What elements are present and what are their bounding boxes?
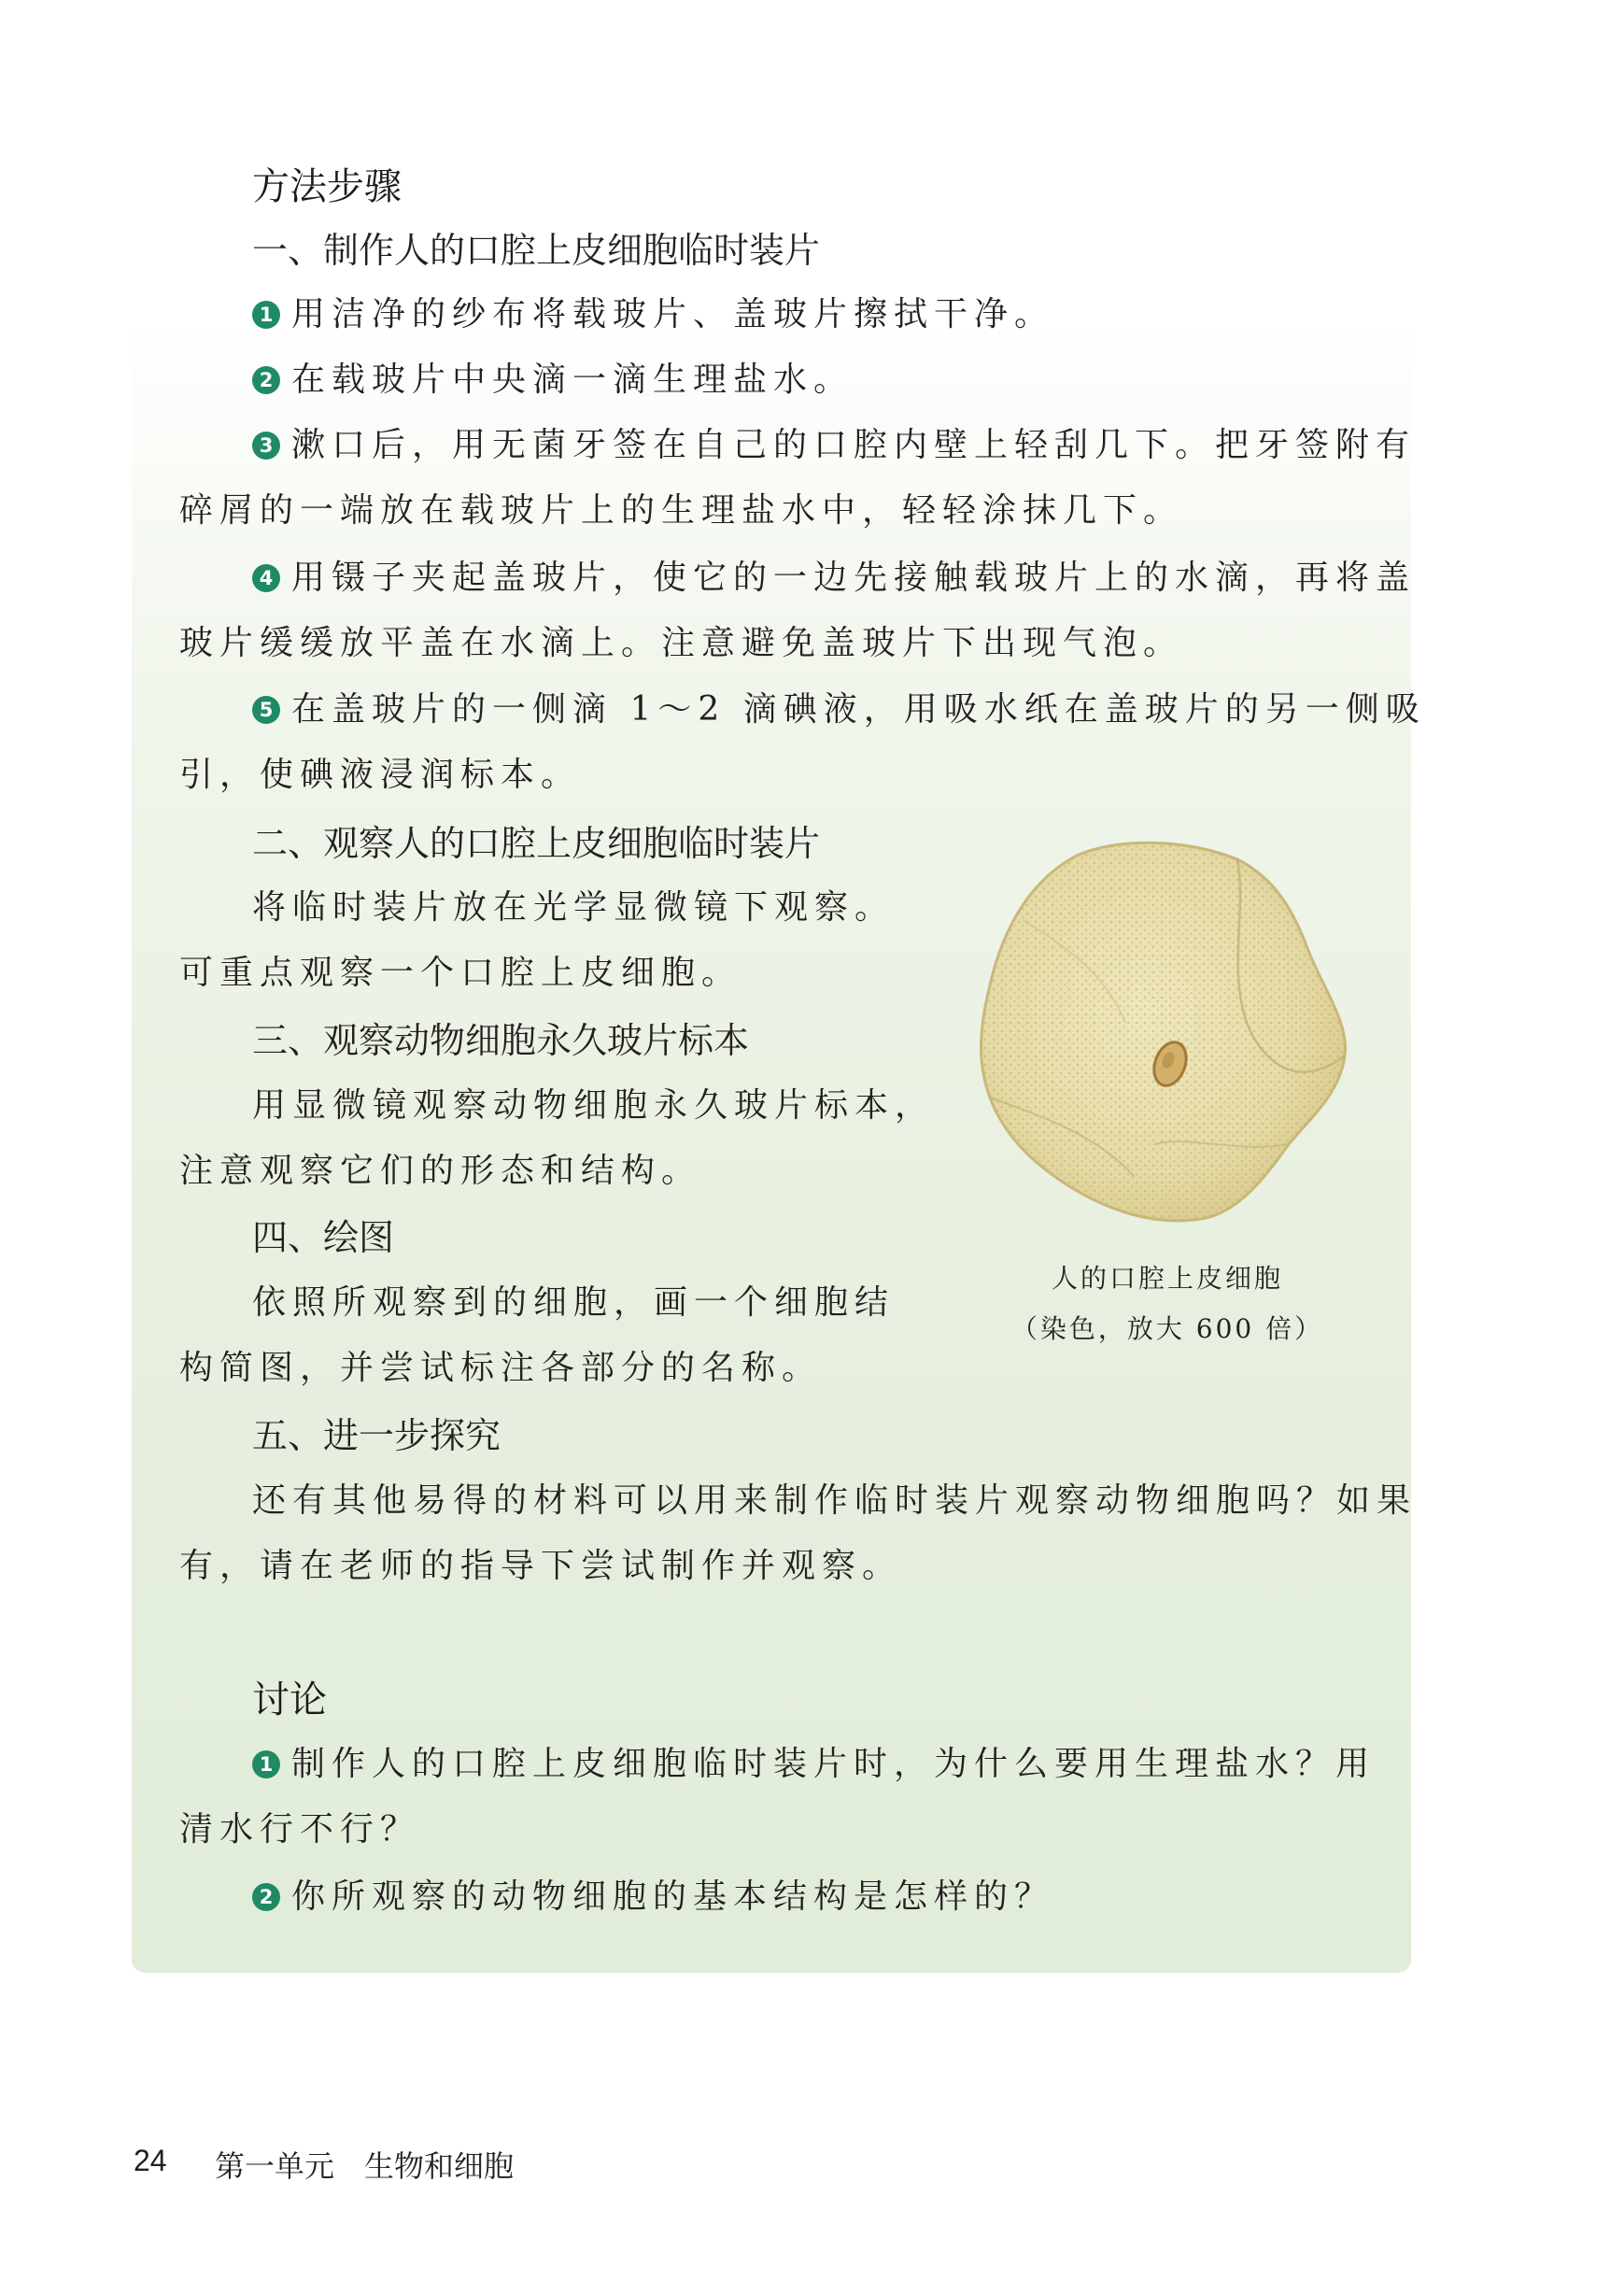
section5-line1: 还有其他易得的材料可以用来制作临时装片观察动物细胞吗？如果 [252,1481,1418,1520]
step-number-5: 5 [252,696,280,724]
page-number: 24 [134,2144,167,2177]
section4-heading: 四、绘图 [252,1217,395,1258]
methods-title: 方法步骤 [252,165,402,208]
section1-heading: 一、制作人的口腔上皮细胞临时装片 [252,230,821,271]
step-5-cont: 引，使碘液浸润标本。 [179,756,582,794]
step-number-1: 1 [252,301,280,329]
section3-heading: 三、观察动物细胞永久玻片标本 [252,1020,750,1061]
step-1: 1 用洁净的纱布将载玻片、盖玻片擦拭干净。 [252,288,1054,335]
section3-line2: 注意观察它们的形态和结构。 [179,1152,702,1190]
figure-caption-note: （染色，放大 600 倍） [1010,1313,1324,1344]
unit-title: 第一单元 生物和细胞 [215,2148,515,2184]
section3-line1: 用显微镜观察动物细胞永久玻片标本， [252,1086,936,1125]
step-3-cont: 碎屑的一端放在载玻片上的生理盐水中，轻轻涂抹几下。 [179,491,1184,530]
discussion-number-1: 1 [252,1750,280,1778]
step-4: 4 用镊子夹起盖玻片，使它的一边先接触载玻片上的水滴，再将盖 [252,551,1416,599]
section2-line1: 将临时装片放在光学显微镜下观察。 [252,888,896,927]
cheek-cell-image [967,836,1359,1238]
discussion-item-1: 1 制作人的口腔上皮细胞临时装片时，为什么要用生理盐水？用 [252,1737,1376,1785]
step-number-4: 4 [252,564,280,592]
discussion-item-1-cont: 清水行不行？ [179,1810,421,1849]
section2-line2: 可重点观察一个口腔上皮细胞。 [179,954,742,992]
section4-line2: 构简图，并尝试标注各部分的名称。 [179,1349,823,1387]
figure-caption-title: 人的口腔上皮细胞 [1051,1263,1283,1294]
step-5: 5 在盖玻片的一侧滴 1～2 滴碘液，用吸水纸在盖玻片的另一侧吸 [252,683,1426,730]
step-number-2: 2 [252,366,280,394]
discussion-number-2: 2 [252,1883,280,1911]
step-4-cont: 玻片缓缓放平盖在水滴上。注意避免盖玻片下出现气泡。 [179,624,1184,662]
step-2: 2 在载玻片中央滴一滴生理盐水。 [252,353,854,401]
discussion-title: 讨论 [252,1679,327,1721]
section2-heading: 二、观察人的口腔上皮细胞临时装片 [252,823,821,864]
section5-line2: 有，请在老师的指导下尝试制作并观察。 [179,1547,903,1585]
step-3: 3 漱口后，用无菌牙签在自己的口腔内壁上轻刮几下。把牙签附有 [252,418,1416,466]
section4-line1: 依照所观察到的细胞，画一个细胞结 [252,1283,896,1322]
discussion-item-2: 2 你所观察的动物细胞的基本结构是怎样的？ [252,1870,1054,1918]
section5-heading: 五、进一步探究 [252,1415,501,1456]
cheek-cell-illustration [967,836,1359,1238]
step-number-3: 3 [252,432,280,460]
